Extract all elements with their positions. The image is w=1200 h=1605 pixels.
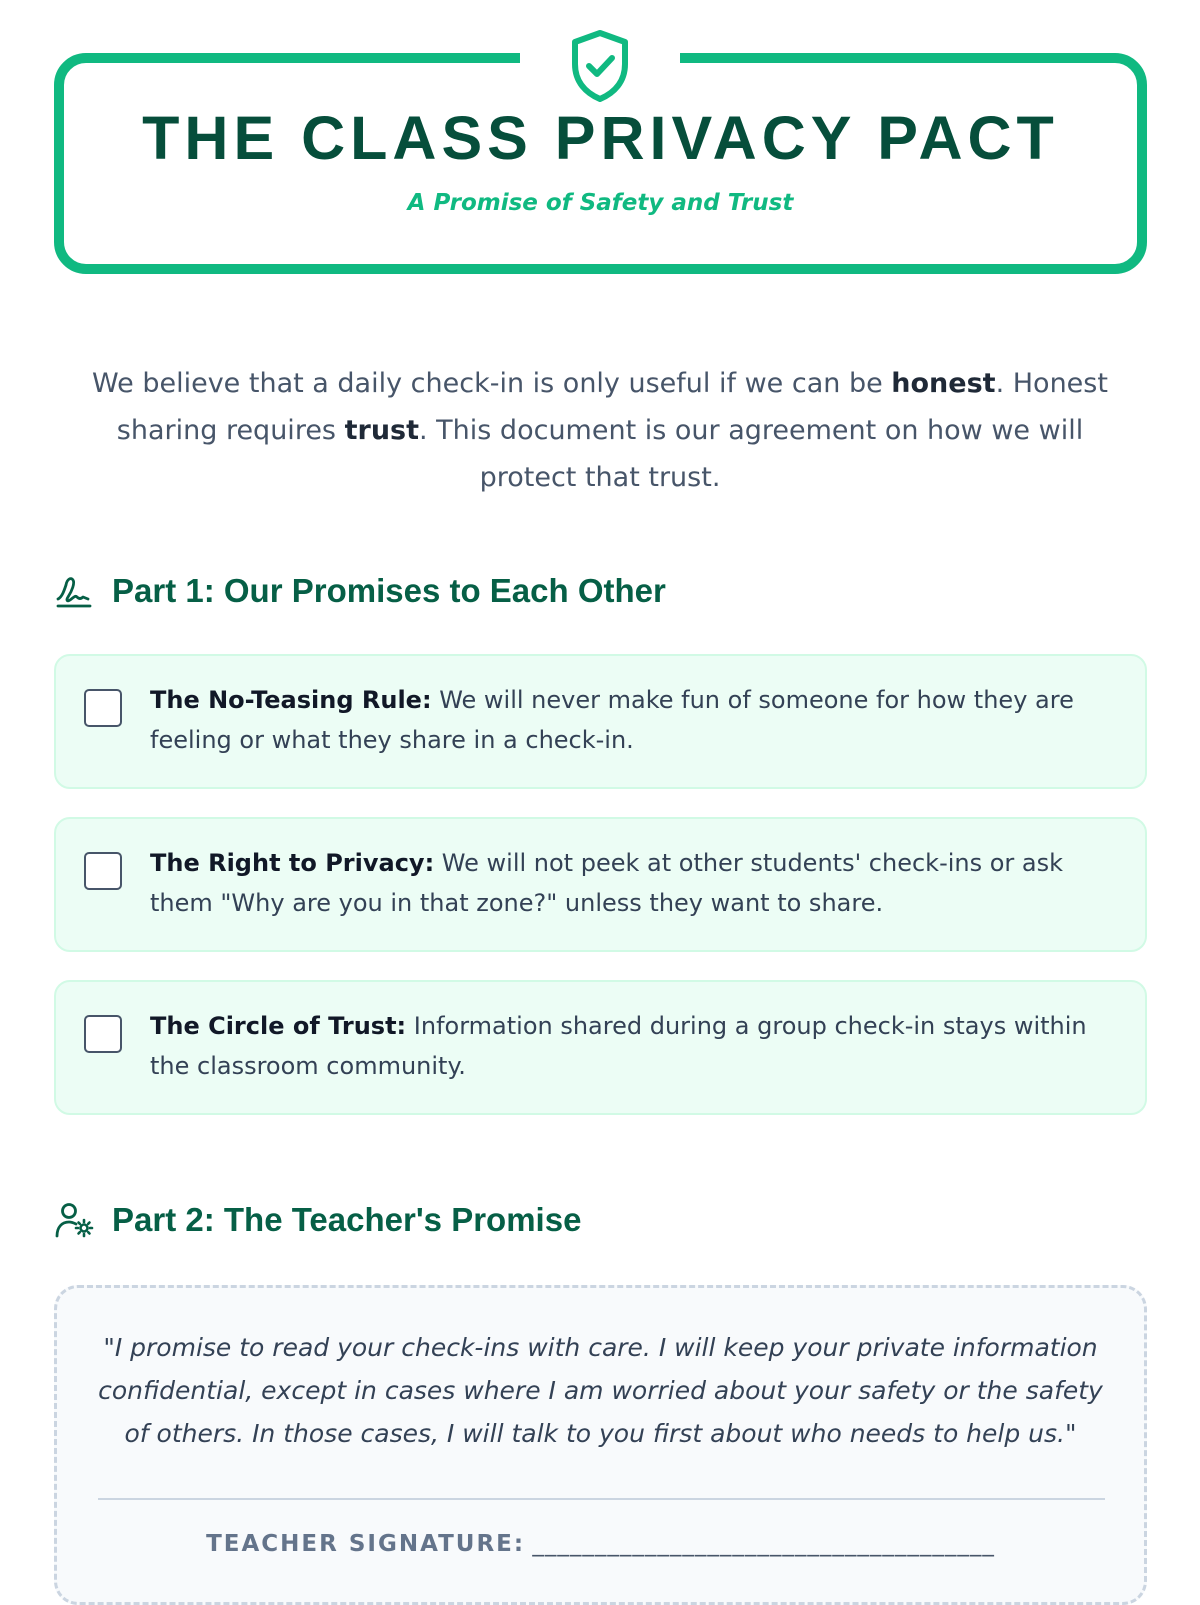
promise-card-circle-of-trust	[54, 980, 1147, 1115]
page-subtitle: A Promise of Safety and Trust	[407, 190, 794, 216]
promise-text	[150, 680, 1120, 760]
promise-checkbox-circle-of-trust[interactable]	[84, 1015, 122, 1053]
promise-card-right-to-privacy	[54, 817, 1147, 952]
promise-description: We will not peek at other students' check-ins or ask them "Why are you in that zone?" unless they want to share.	[150, 849, 1064, 917]
signature-icon	[54, 571, 94, 611]
teacher-signature-line[interactable]: _____________________________________	[532, 1531, 995, 1557]
promise-name: The Right to Privacy:	[150, 849, 435, 877]
part1-heading	[54, 569, 666, 613]
intro-text-2: . Honest sharing requires	[116, 368, 1108, 446]
shield-check-icon	[568, 28, 632, 104]
promise-name: The No-Teasing Rule:	[150, 686, 432, 714]
teacher-signature-label: TEACHER SIGNATURE:	[206, 1531, 526, 1557]
signature-row	[57, 1528, 1144, 1560]
intro-bold-trust: trust	[344, 415, 420, 446]
page-title: THE CLASS PRIVACY PACT	[142, 104, 1059, 172]
intro-text-1: We believe that a daily check-in is only useful if we can be	[92, 368, 892, 399]
promise-card-no-teasing	[54, 654, 1147, 789]
intro-paragraph	[66, 360, 1134, 501]
promise-name: The Circle of Trust:	[150, 1012, 407, 1040]
signature-divider	[98, 1498, 1105, 1500]
teacher-quote: "I promise to read your check-ins with care. I will keep your private information confidential, except in cases where I am worried about your safety or the safety of others. In those cases, I will talk to you first about who needs to help us."	[98, 1333, 1103, 1448]
teacher-promise-box	[54, 1285, 1147, 1605]
promise-description: Information shared during a group check-in stays within the classroom community.	[150, 1012, 1087, 1080]
promise-checkbox-no-teasing[interactable]	[84, 689, 122, 727]
promise-checkbox-right-to-privacy[interactable]	[84, 852, 122, 890]
promise-text	[150, 1006, 1120, 1086]
part1-title: Part 1: Our Promises to Each Other	[112, 572, 666, 609]
part2-title: Part 2: The Teacher's Promise	[112, 1201, 582, 1238]
promise-description: We will never make fun of someone for how they are feeling or what they share in a check-in.	[150, 686, 1074, 754]
intro-bold-honest: honest	[891, 368, 996, 399]
part2-heading	[54, 1198, 581, 1242]
intro-text-3: . This document is our agreement on how we will protect that trust.	[419, 415, 1084, 493]
user-gear-icon	[54, 1200, 94, 1240]
promise-text	[150, 843, 1120, 923]
